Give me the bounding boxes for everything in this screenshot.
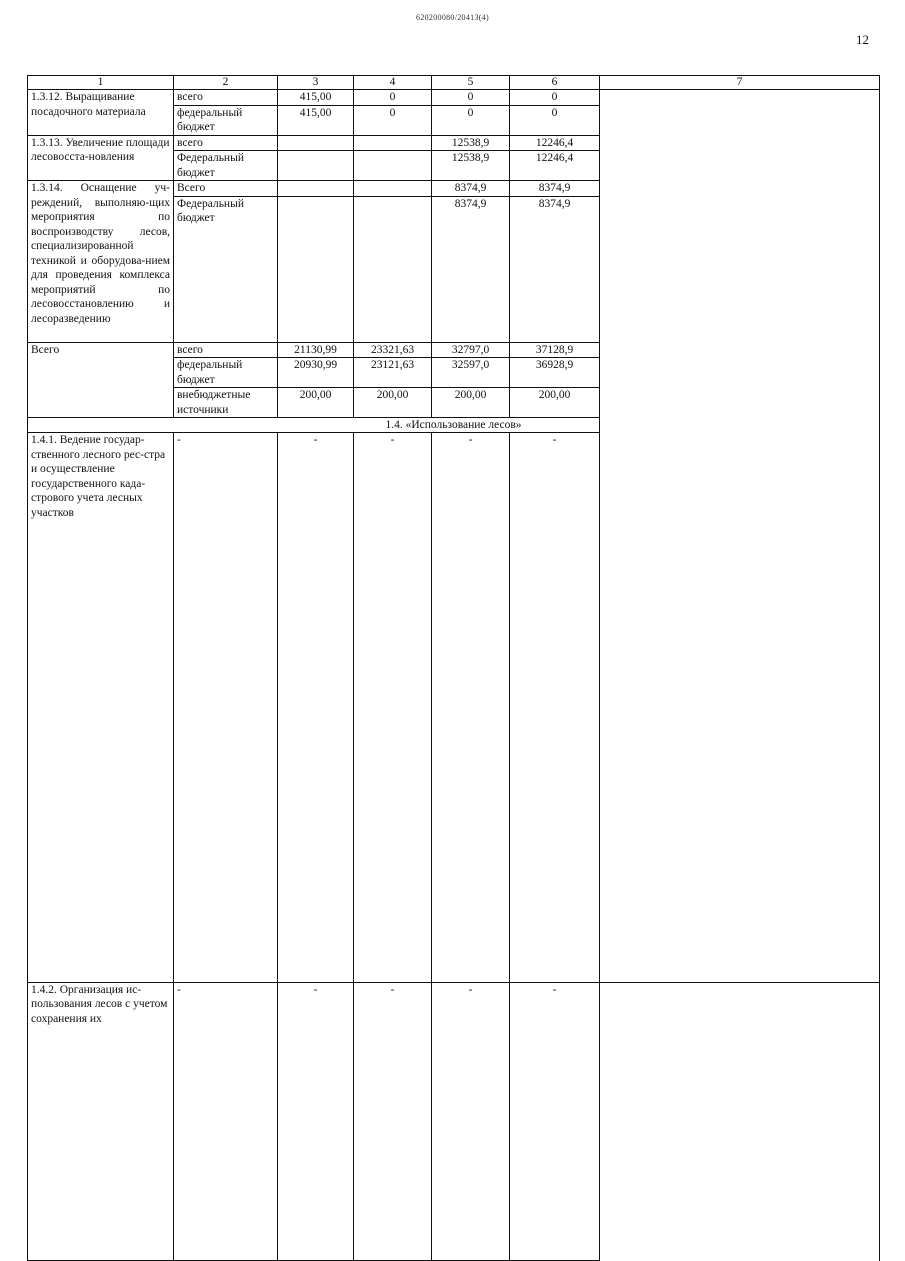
value-cell: 8374,9 bbox=[510, 181, 600, 197]
value-cell bbox=[354, 196, 432, 342]
value-cell: 12538,9 bbox=[432, 135, 510, 151]
measure-name: 1.4.2. Организация ис-пользования лесов с учетом сохранения их bbox=[28, 982, 174, 1260]
value-cell bbox=[278, 181, 354, 197]
column-number: 7 bbox=[600, 76, 880, 90]
value-cell bbox=[354, 135, 432, 151]
program-table bbox=[27, 75, 880, 1261]
funding-source: федеральный бюджет bbox=[174, 358, 278, 388]
measure-name: 1.4.1. Ведение государ-ственного лесного рес-стра и осуществление государственного када-стрового учета лесных участков bbox=[28, 433, 174, 983]
column-number: 3 bbox=[278, 76, 354, 90]
value-cell bbox=[354, 151, 432, 181]
value-cell: 200,00 bbox=[510, 388, 600, 418]
dash-cell: - bbox=[278, 433, 354, 983]
value-cell: 12246,4 bbox=[510, 151, 600, 181]
value-cell: 0 bbox=[354, 105, 432, 135]
table-row bbox=[28, 90, 880, 106]
result-cell-empty bbox=[600, 90, 880, 983]
dash-cell: - bbox=[354, 433, 432, 983]
value-cell: 0 bbox=[432, 90, 510, 106]
funding-source: всего bbox=[174, 90, 278, 106]
value-cell: 0 bbox=[354, 90, 432, 106]
value-cell bbox=[278, 151, 354, 181]
column-number: 6 bbox=[510, 76, 600, 90]
value-cell: 415,00 bbox=[278, 105, 354, 135]
value-cell: 200,00 bbox=[432, 388, 510, 418]
value-cell bbox=[278, 196, 354, 342]
value-cell: 37128,9 bbox=[510, 342, 600, 358]
dash-cell: - bbox=[432, 982, 510, 1260]
total-label: Всего bbox=[28, 342, 174, 418]
value-cell: 0 bbox=[510, 90, 600, 106]
value-cell: 415,00 bbox=[278, 90, 354, 106]
document-id: 620200080/20413(4) bbox=[416, 13, 489, 22]
column-number: 2 bbox=[174, 76, 278, 90]
dash-cell: - bbox=[432, 433, 510, 983]
table-row bbox=[28, 982, 880, 1260]
dash-cell: - bbox=[354, 982, 432, 1260]
column-number: 1 bbox=[28, 76, 174, 90]
measure-name: 1.3.14. Оснащение уч-реждений, выполняю-щих мероприятия по воспроизводству лесов, специализированной техникой и оборудова-нием для проведения комплекса мероприятий по лесовосстановлению и лесоразведению bbox=[28, 181, 174, 343]
value-cell: 23121,63 bbox=[354, 358, 432, 388]
value-cell: 8374,9 bbox=[510, 196, 600, 342]
funding-source: федеральный бюджет bbox=[174, 105, 278, 135]
value-cell: 8374,9 bbox=[432, 196, 510, 342]
measure-name: 1.3.13. Увеличение площади лесовосста-новления bbox=[28, 135, 174, 181]
dash-cell: - bbox=[510, 982, 600, 1260]
value-cell: 23321,63 bbox=[354, 342, 432, 358]
value-cell: 36928,9 bbox=[510, 358, 600, 388]
dash-cell: - bbox=[510, 433, 600, 983]
funding-source: внебюджетные источники bbox=[174, 388, 278, 418]
value-cell: 32797,0 bbox=[432, 342, 510, 358]
dash-cell: - bbox=[278, 982, 354, 1260]
value-cell: 0 bbox=[510, 105, 600, 135]
dash-cell: - bbox=[174, 982, 278, 1260]
dash-cell: - bbox=[174, 433, 278, 983]
value-cell: 0 bbox=[432, 105, 510, 135]
funding-source: Федеральный бюджет bbox=[174, 151, 278, 181]
funding-source: Федеральный бюджет bbox=[174, 196, 278, 342]
value-cell: 12246,4 bbox=[510, 135, 600, 151]
value-cell: 200,00 bbox=[278, 388, 354, 418]
value-cell bbox=[278, 135, 354, 151]
funding-source: всего bbox=[174, 342, 278, 358]
value-cell: 200,00 bbox=[354, 388, 432, 418]
value-cell: 21130,99 bbox=[278, 342, 354, 358]
value-cell: 32597,0 bbox=[432, 358, 510, 388]
measure-name: 1.3.12. Выращивание посадочного материала bbox=[28, 90, 174, 136]
value-cell: 20930,99 bbox=[278, 358, 354, 388]
funding-source: всего bbox=[174, 135, 278, 151]
value-cell bbox=[354, 181, 432, 197]
section-title: 1.4. «Использование лесов» bbox=[28, 418, 880, 433]
page-number: 12 bbox=[856, 32, 869, 47]
value-cell: 12538,9 bbox=[432, 151, 510, 181]
column-number-row bbox=[28, 76, 880, 90]
column-number: 4 bbox=[354, 76, 432, 90]
funding-source: Всего bbox=[174, 181, 278, 197]
section-header-row bbox=[28, 418, 880, 433]
value-cell: 8374,9 bbox=[432, 181, 510, 197]
column-number: 5 bbox=[432, 76, 510, 90]
